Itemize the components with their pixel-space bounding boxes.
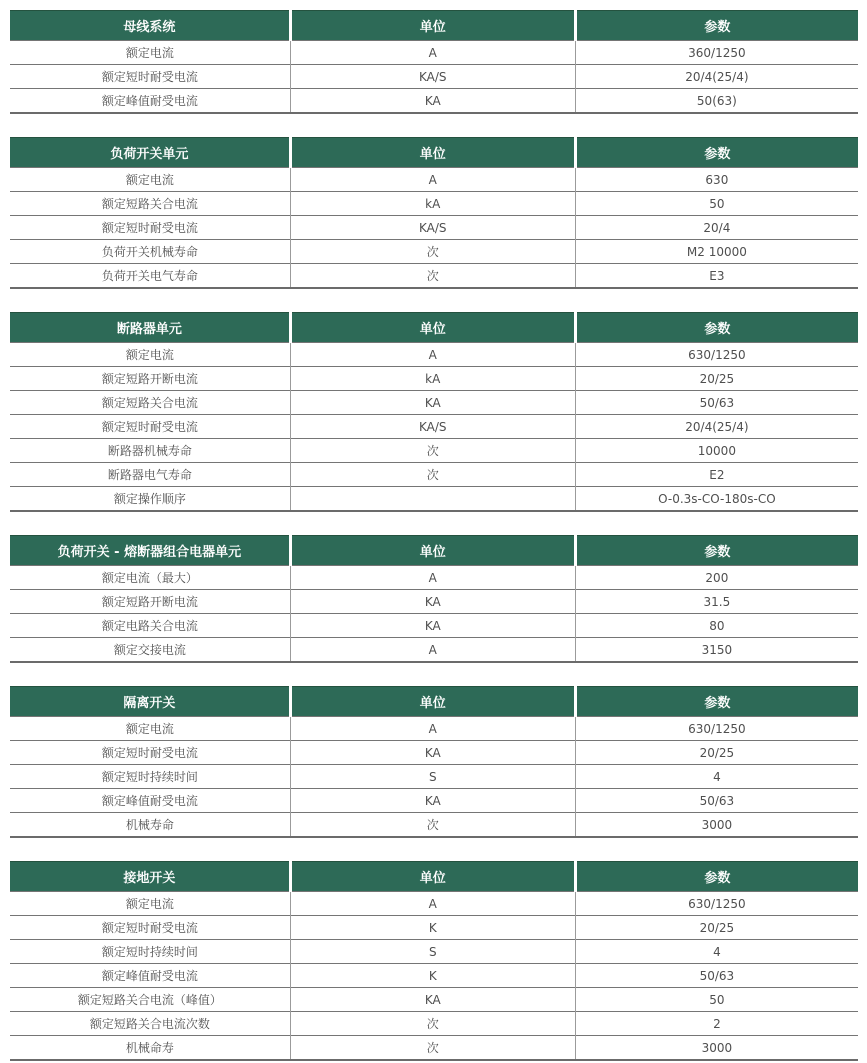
table-title: 负荷开关单元: [10, 138, 290, 168]
table-row: [10, 614, 858, 638]
row-unit: A: [290, 168, 575, 192]
param-column-header: 参数: [575, 687, 858, 717]
table-row: [10, 566, 858, 590]
row-unit: 次: [290, 813, 575, 838]
row-value: O-0.3s-CO-180s-CO: [575, 487, 858, 512]
table-switch-fuse-combination-unit: [10, 535, 858, 663]
table-header-row: [10, 862, 858, 892]
table-header-row: [10, 313, 858, 343]
param-column-header: 参数: [575, 862, 858, 892]
table-isolating-switch: [10, 686, 858, 838]
table-row: [10, 463, 858, 487]
row-value: 20/25: [575, 741, 858, 765]
row-unit: A: [290, 717, 575, 741]
row-value: 20/4(25/4): [575, 65, 858, 89]
row-unit: kA: [290, 192, 575, 216]
table-row: [10, 439, 858, 463]
row-value: 4: [575, 765, 858, 789]
row-unit: KA: [290, 988, 575, 1012]
row-label: 额定交接电流: [10, 638, 290, 663]
row-unit: S: [290, 940, 575, 964]
row-label: 断路器机械寿命: [10, 439, 290, 463]
row-value: M2 10000: [575, 240, 858, 264]
row-label: 额定短时耐受电流: [10, 916, 290, 940]
table-row: [10, 916, 858, 940]
row-unit: KA: [290, 590, 575, 614]
unit-column-header: 单位: [290, 313, 575, 343]
param-column-header: 参数: [575, 11, 858, 41]
row-label: 额定短时持续时间: [10, 765, 290, 789]
row-value: 80: [575, 614, 858, 638]
table-row: [10, 765, 858, 789]
row-label: 额定峰值耐受电流: [10, 89, 290, 114]
row-value: E3: [575, 264, 858, 289]
table-row: [10, 487, 858, 512]
table-row: [10, 168, 858, 192]
row-unit: A: [290, 343, 575, 367]
row-value: 3000: [575, 1036, 858, 1061]
row-value: 50: [575, 192, 858, 216]
row-value: 630/1250: [575, 892, 858, 916]
row-unit: KA: [290, 89, 575, 114]
row-label: 断路器电气寿命: [10, 463, 290, 487]
row-value: 20/4: [575, 216, 858, 240]
table-circuit-breaker-unit: [10, 312, 858, 512]
row-value: 3150: [575, 638, 858, 663]
table-title: 母线系统: [10, 11, 290, 41]
row-unit: kA: [290, 367, 575, 391]
table-row: [10, 216, 858, 240]
table-row: [10, 1012, 858, 1036]
table-row: [10, 940, 858, 964]
row-unit: S: [290, 765, 575, 789]
row-label: 额定电流: [10, 717, 290, 741]
row-label: 额定峰值耐受电流: [10, 964, 290, 988]
row-label: 机械命寿: [10, 1036, 290, 1061]
row-value: 20/4(25/4): [575, 415, 858, 439]
row-unit: A: [290, 41, 575, 65]
row-unit: KA: [290, 391, 575, 415]
table-header-row: [10, 138, 858, 168]
table-row: [10, 892, 858, 916]
row-value: 630: [575, 168, 858, 192]
row-unit: KA/S: [290, 415, 575, 439]
row-value: 50/63: [575, 789, 858, 813]
table-row: [10, 988, 858, 1012]
row-label: 负荷开关电气寿命: [10, 264, 290, 289]
unit-column-header: 单位: [290, 11, 575, 41]
row-unit: KA: [290, 789, 575, 813]
row-value: 10000: [575, 439, 858, 463]
row-label: 额定电流: [10, 168, 290, 192]
unit-column-header: 单位: [290, 536, 575, 566]
table-row: [10, 415, 858, 439]
table-row: [10, 590, 858, 614]
row-value: 31.5: [575, 590, 858, 614]
param-column-header: 参数: [575, 536, 858, 566]
table-title: 负荷开关 - 熔断器组合电器单元: [10, 536, 290, 566]
row-value: 630/1250: [575, 717, 858, 741]
row-value: 20/25: [575, 367, 858, 391]
table-row: [10, 1036, 858, 1061]
row-value: 2: [575, 1012, 858, 1036]
row-label: 额定短时耐受电流: [10, 65, 290, 89]
row-label: 负荷开关机械寿命: [10, 240, 290, 264]
row-label: 额定短路开断电流: [10, 590, 290, 614]
row-label: 额定电流: [10, 343, 290, 367]
row-unit: KA/S: [290, 216, 575, 240]
row-label: 额定短路关合电流次数: [10, 1012, 290, 1036]
table-row: [10, 240, 858, 264]
row-value: 4: [575, 940, 858, 964]
table-row: [10, 65, 858, 89]
row-label: 额定短路关合电流（峰值）: [10, 988, 290, 1012]
table-header-row: [10, 536, 858, 566]
table-row: [10, 264, 858, 289]
row-value: 360/1250: [575, 41, 858, 65]
row-unit: KA: [290, 741, 575, 765]
table-header-row: [10, 687, 858, 717]
param-column-header: 参数: [575, 138, 858, 168]
row-label: 额定短时耐受电流: [10, 216, 290, 240]
table-row: [10, 789, 858, 813]
table-header-row: [10, 11, 858, 41]
table-title: 隔离开关: [10, 687, 290, 717]
row-label: 额定峰值耐受电流: [10, 789, 290, 813]
table-row: [10, 367, 858, 391]
row-unit: A: [290, 566, 575, 590]
row-label: 额定电流: [10, 892, 290, 916]
row-label: 额定短路开断电流: [10, 367, 290, 391]
row-unit: 次: [290, 264, 575, 289]
row-label: 额定电路关合电流: [10, 614, 290, 638]
row-label: 额定短路关合电流: [10, 391, 290, 415]
row-unit: KA/S: [290, 65, 575, 89]
row-unit: KA: [290, 614, 575, 638]
row-unit: K: [290, 916, 575, 940]
table-row: [10, 717, 858, 741]
param-column-header: 参数: [575, 313, 858, 343]
row-unit: A: [290, 892, 575, 916]
row-unit: 次: [290, 1012, 575, 1036]
row-unit: [290, 487, 575, 512]
table-row: [10, 741, 858, 765]
row-value: 50(63): [575, 89, 858, 114]
row-value: 50: [575, 988, 858, 1012]
row-unit: 次: [290, 1036, 575, 1061]
row-unit: 次: [290, 240, 575, 264]
row-value: 3000: [575, 813, 858, 838]
unit-column-header: 单位: [290, 862, 575, 892]
table-row: [10, 638, 858, 663]
table-load-switch-unit: [10, 137, 858, 289]
row-label: 机械寿命: [10, 813, 290, 838]
table-row: [10, 964, 858, 988]
table-row: [10, 343, 858, 367]
table-row: [10, 41, 858, 65]
row-label: 额定电流: [10, 41, 290, 65]
unit-column-header: 单位: [290, 687, 575, 717]
table-busbar-system: [10, 10, 858, 114]
table-earthing-switch: [10, 861, 858, 1061]
table-row: [10, 192, 858, 216]
table-row: [10, 391, 858, 415]
row-value: E2: [575, 463, 858, 487]
row-label: 额定短时耐受电流: [10, 415, 290, 439]
row-value: 200: [575, 566, 858, 590]
row-unit: 次: [290, 463, 575, 487]
row-unit: K: [290, 964, 575, 988]
table-row: [10, 89, 858, 114]
row-value: 630/1250: [575, 343, 858, 367]
row-value: 50/63: [575, 964, 858, 988]
row-label: 额定操作顺序: [10, 487, 290, 512]
table-title: 接地开关: [10, 862, 290, 892]
table-title: 断路器单元: [10, 313, 290, 343]
row-label: 额定短时持续时间: [10, 940, 290, 964]
row-unit: 次: [290, 439, 575, 463]
table-row: [10, 813, 858, 838]
row-value: 20/25: [575, 916, 858, 940]
row-unit: A: [290, 638, 575, 663]
row-label: 额定短路关合电流: [10, 192, 290, 216]
row-label: 额定电流（最大）: [10, 566, 290, 590]
row-label: 额定短时耐受电流: [10, 741, 290, 765]
row-value: 50/63: [575, 391, 858, 415]
unit-column-header: 单位: [290, 138, 575, 168]
